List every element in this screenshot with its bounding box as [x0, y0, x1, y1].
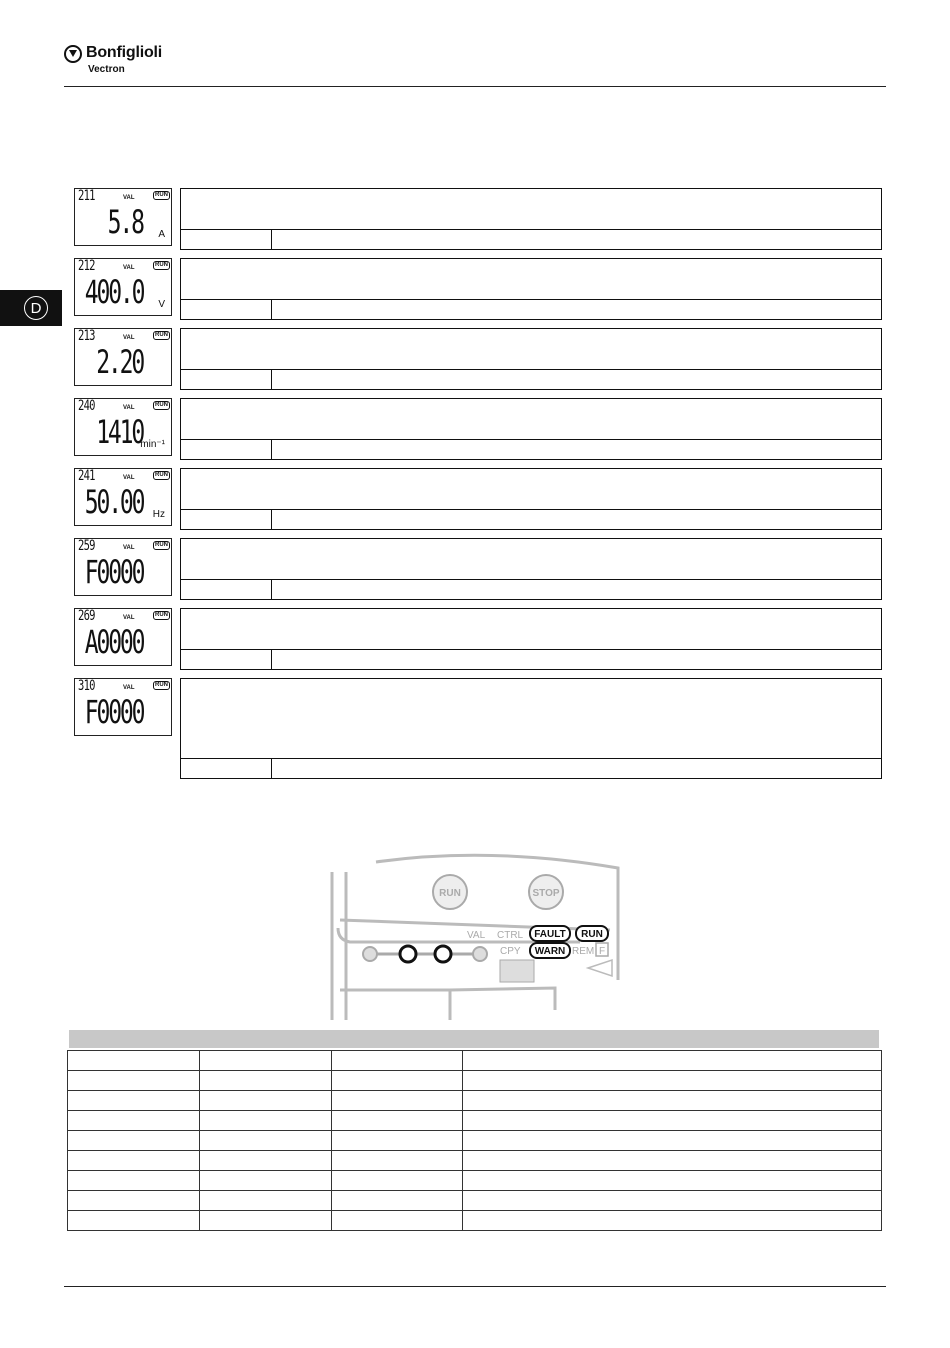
table-row — [68, 1151, 882, 1171]
lcd-value: F0000 — [84, 693, 143, 731]
lcd-run-indicator: RUN — [155, 402, 168, 408]
language-tab-label: D — [24, 296, 48, 320]
lcd-run-indicator: RUN — [155, 332, 168, 338]
table-cell — [68, 1071, 200, 1091]
lcd-val-indicator: VAL — [123, 335, 135, 341]
table-cell — [331, 1171, 463, 1191]
control-panel-illustration — [330, 850, 620, 1025]
lcd-unit: A — [158, 229, 165, 240]
table-cell — [463, 1211, 882, 1231]
warn-indicator: WARN — [534, 946, 566, 957]
table-row — [68, 1111, 882, 1131]
lcd-run-indicator: RUN — [155, 262, 168, 268]
parameter-detail-row — [180, 439, 882, 460]
table-cell — [331, 1071, 463, 1091]
table-cell — [68, 1111, 200, 1131]
row-divider — [271, 230, 272, 249]
lcd-run-indicator: RUN — [155, 542, 168, 548]
row-divider — [271, 370, 272, 389]
lcd-unit: Hz — [152, 509, 165, 520]
table-cell — [68, 1171, 200, 1191]
lcd-val-indicator: VAL — [123, 405, 135, 411]
led-3 — [435, 946, 451, 962]
parameter-detail-row — [180, 229, 882, 250]
parameter-description-box — [180, 608, 882, 649]
lcd-unit: min⁻¹ — [140, 439, 165, 450]
parameter-detail-row — [180, 369, 882, 390]
lcd-display — [74, 258, 172, 316]
parameter-detail-row — [180, 299, 882, 320]
table-cell — [463, 1191, 882, 1211]
row-divider — [271, 650, 272, 669]
table-row — [68, 1211, 882, 1231]
lcd-display — [74, 188, 172, 246]
lcd-display — [74, 538, 172, 596]
parameter-detail-row — [180, 579, 882, 600]
table-cell — [199, 1171, 331, 1191]
parameter-description-box — [180, 678, 882, 758]
f-label: F — [598, 946, 606, 957]
copy-icon — [500, 960, 534, 982]
parameter-description-box — [180, 468, 882, 509]
table-row — [68, 1051, 882, 1071]
table-cell — [68, 1151, 200, 1171]
table-cell — [199, 1091, 331, 1111]
lcd-parameter-code: 211 — [78, 188, 95, 204]
lcd-parameter-code: 240 — [78, 398, 95, 414]
table-cell — [199, 1191, 331, 1211]
row-divider — [271, 510, 272, 529]
run-indicator: RUN — [581, 929, 603, 940]
lcd-parameter-code: 241 — [78, 468, 95, 484]
table-cell — [463, 1071, 882, 1091]
lcd-val-indicator: VAL — [123, 685, 135, 691]
lcd-unit: V — [158, 299, 165, 310]
table-cell — [68, 1051, 200, 1071]
table-cell — [199, 1111, 331, 1131]
lcd-val-indicator: VAL — [123, 195, 135, 201]
brand-subname: Vectron — [88, 64, 125, 75]
lcd-display — [74, 468, 172, 526]
lcd-val-indicator: VAL — [123, 615, 135, 621]
table-cell — [463, 1131, 882, 1151]
logo-icon — [64, 45, 82, 63]
lcd-parameter-code: 310 — [78, 678, 95, 694]
table-cell — [68, 1091, 200, 1111]
lcd-run-indicator: RUN — [155, 612, 168, 618]
lcd-display — [74, 678, 172, 736]
ctrl-label: CTRL — [497, 930, 524, 941]
brand-name: Bonfiglioli — [86, 44, 163, 61]
header-rule — [64, 86, 886, 87]
table-cell — [68, 1191, 200, 1211]
table-cell — [331, 1091, 463, 1111]
data-table — [67, 1050, 882, 1231]
lcd-value: F0000 — [84, 553, 143, 591]
table-cell — [331, 1131, 463, 1151]
table-cell — [199, 1051, 331, 1071]
table-cell — [331, 1051, 463, 1071]
fault-indicator: FAULT — [534, 929, 566, 940]
table-cell — [463, 1091, 882, 1111]
cpy-label: CPY — [500, 946, 521, 957]
parameter-detail-row — [180, 649, 882, 670]
table-cell — [68, 1131, 200, 1151]
row-divider — [271, 300, 272, 319]
lcd-run-indicator: RUN — [155, 682, 168, 688]
lcd-value: 1410 — [96, 413, 143, 451]
lcd-run-indicator: RUN — [155, 192, 168, 198]
table-cell — [331, 1211, 463, 1231]
led-2 — [400, 946, 416, 962]
table-cell — [463, 1171, 882, 1191]
parameter-description-box — [180, 188, 882, 229]
lcd-display — [74, 328, 172, 386]
table-cell — [199, 1211, 331, 1231]
lcd-val-indicator: VAL — [123, 265, 135, 271]
lcd-parameter-code: 269 — [78, 608, 95, 624]
table-row — [68, 1171, 882, 1191]
run-button-label: RUN — [439, 888, 461, 899]
table-cell — [331, 1111, 463, 1131]
lcd-parameter-code: 259 — [78, 538, 95, 554]
table-cell — [331, 1151, 463, 1171]
footer-rule — [64, 1286, 886, 1287]
lcd-value: 400.0 — [84, 273, 143, 311]
parameter-description-box — [180, 398, 882, 439]
lcd-parameter-code: 212 — [78, 258, 95, 274]
rem-label: REM — [572, 946, 595, 957]
parameter-description-box — [180, 258, 882, 299]
parameter-description-box — [180, 538, 882, 579]
lcd-value: 5.8 — [107, 203, 143, 241]
table-cell — [199, 1131, 331, 1151]
table-cell — [331, 1191, 463, 1211]
lcd-display — [74, 398, 172, 456]
lcd-val-indicator: VAL — [123, 475, 135, 481]
lcd-value: A0000 — [84, 623, 143, 661]
led-1 — [363, 947, 377, 961]
lcd-parameter-code: 213 — [78, 328, 95, 344]
row-divider — [271, 759, 272, 778]
lcd-value: 50.00 — [84, 483, 143, 521]
table-row — [68, 1191, 882, 1211]
table-cell — [199, 1071, 331, 1091]
table-row — [68, 1071, 882, 1091]
table-row — [68, 1131, 882, 1151]
table-cell — [463, 1151, 882, 1171]
language-tab — [0, 290, 62, 326]
row-divider — [271, 440, 272, 459]
val-label: VAL — [467, 930, 486, 941]
table-cell — [199, 1151, 331, 1171]
table-cell — [463, 1111, 882, 1131]
led-4 — [473, 947, 487, 961]
table-row — [68, 1091, 882, 1111]
row-divider — [271, 580, 272, 599]
parameter-description-box — [180, 328, 882, 369]
table-header-bar — [69, 1030, 879, 1048]
parameter-detail-row — [180, 758, 882, 779]
lcd-value: 2.20 — [96, 343, 143, 381]
parameter-detail-row — [180, 509, 882, 530]
lcd-val-indicator: VAL — [123, 545, 135, 551]
lcd-display — [74, 608, 172, 666]
lcd-run-indicator: RUN — [155, 472, 168, 478]
table-cell — [463, 1051, 882, 1071]
table-cell — [68, 1211, 200, 1231]
stop-button-label: STOP — [532, 888, 560, 899]
